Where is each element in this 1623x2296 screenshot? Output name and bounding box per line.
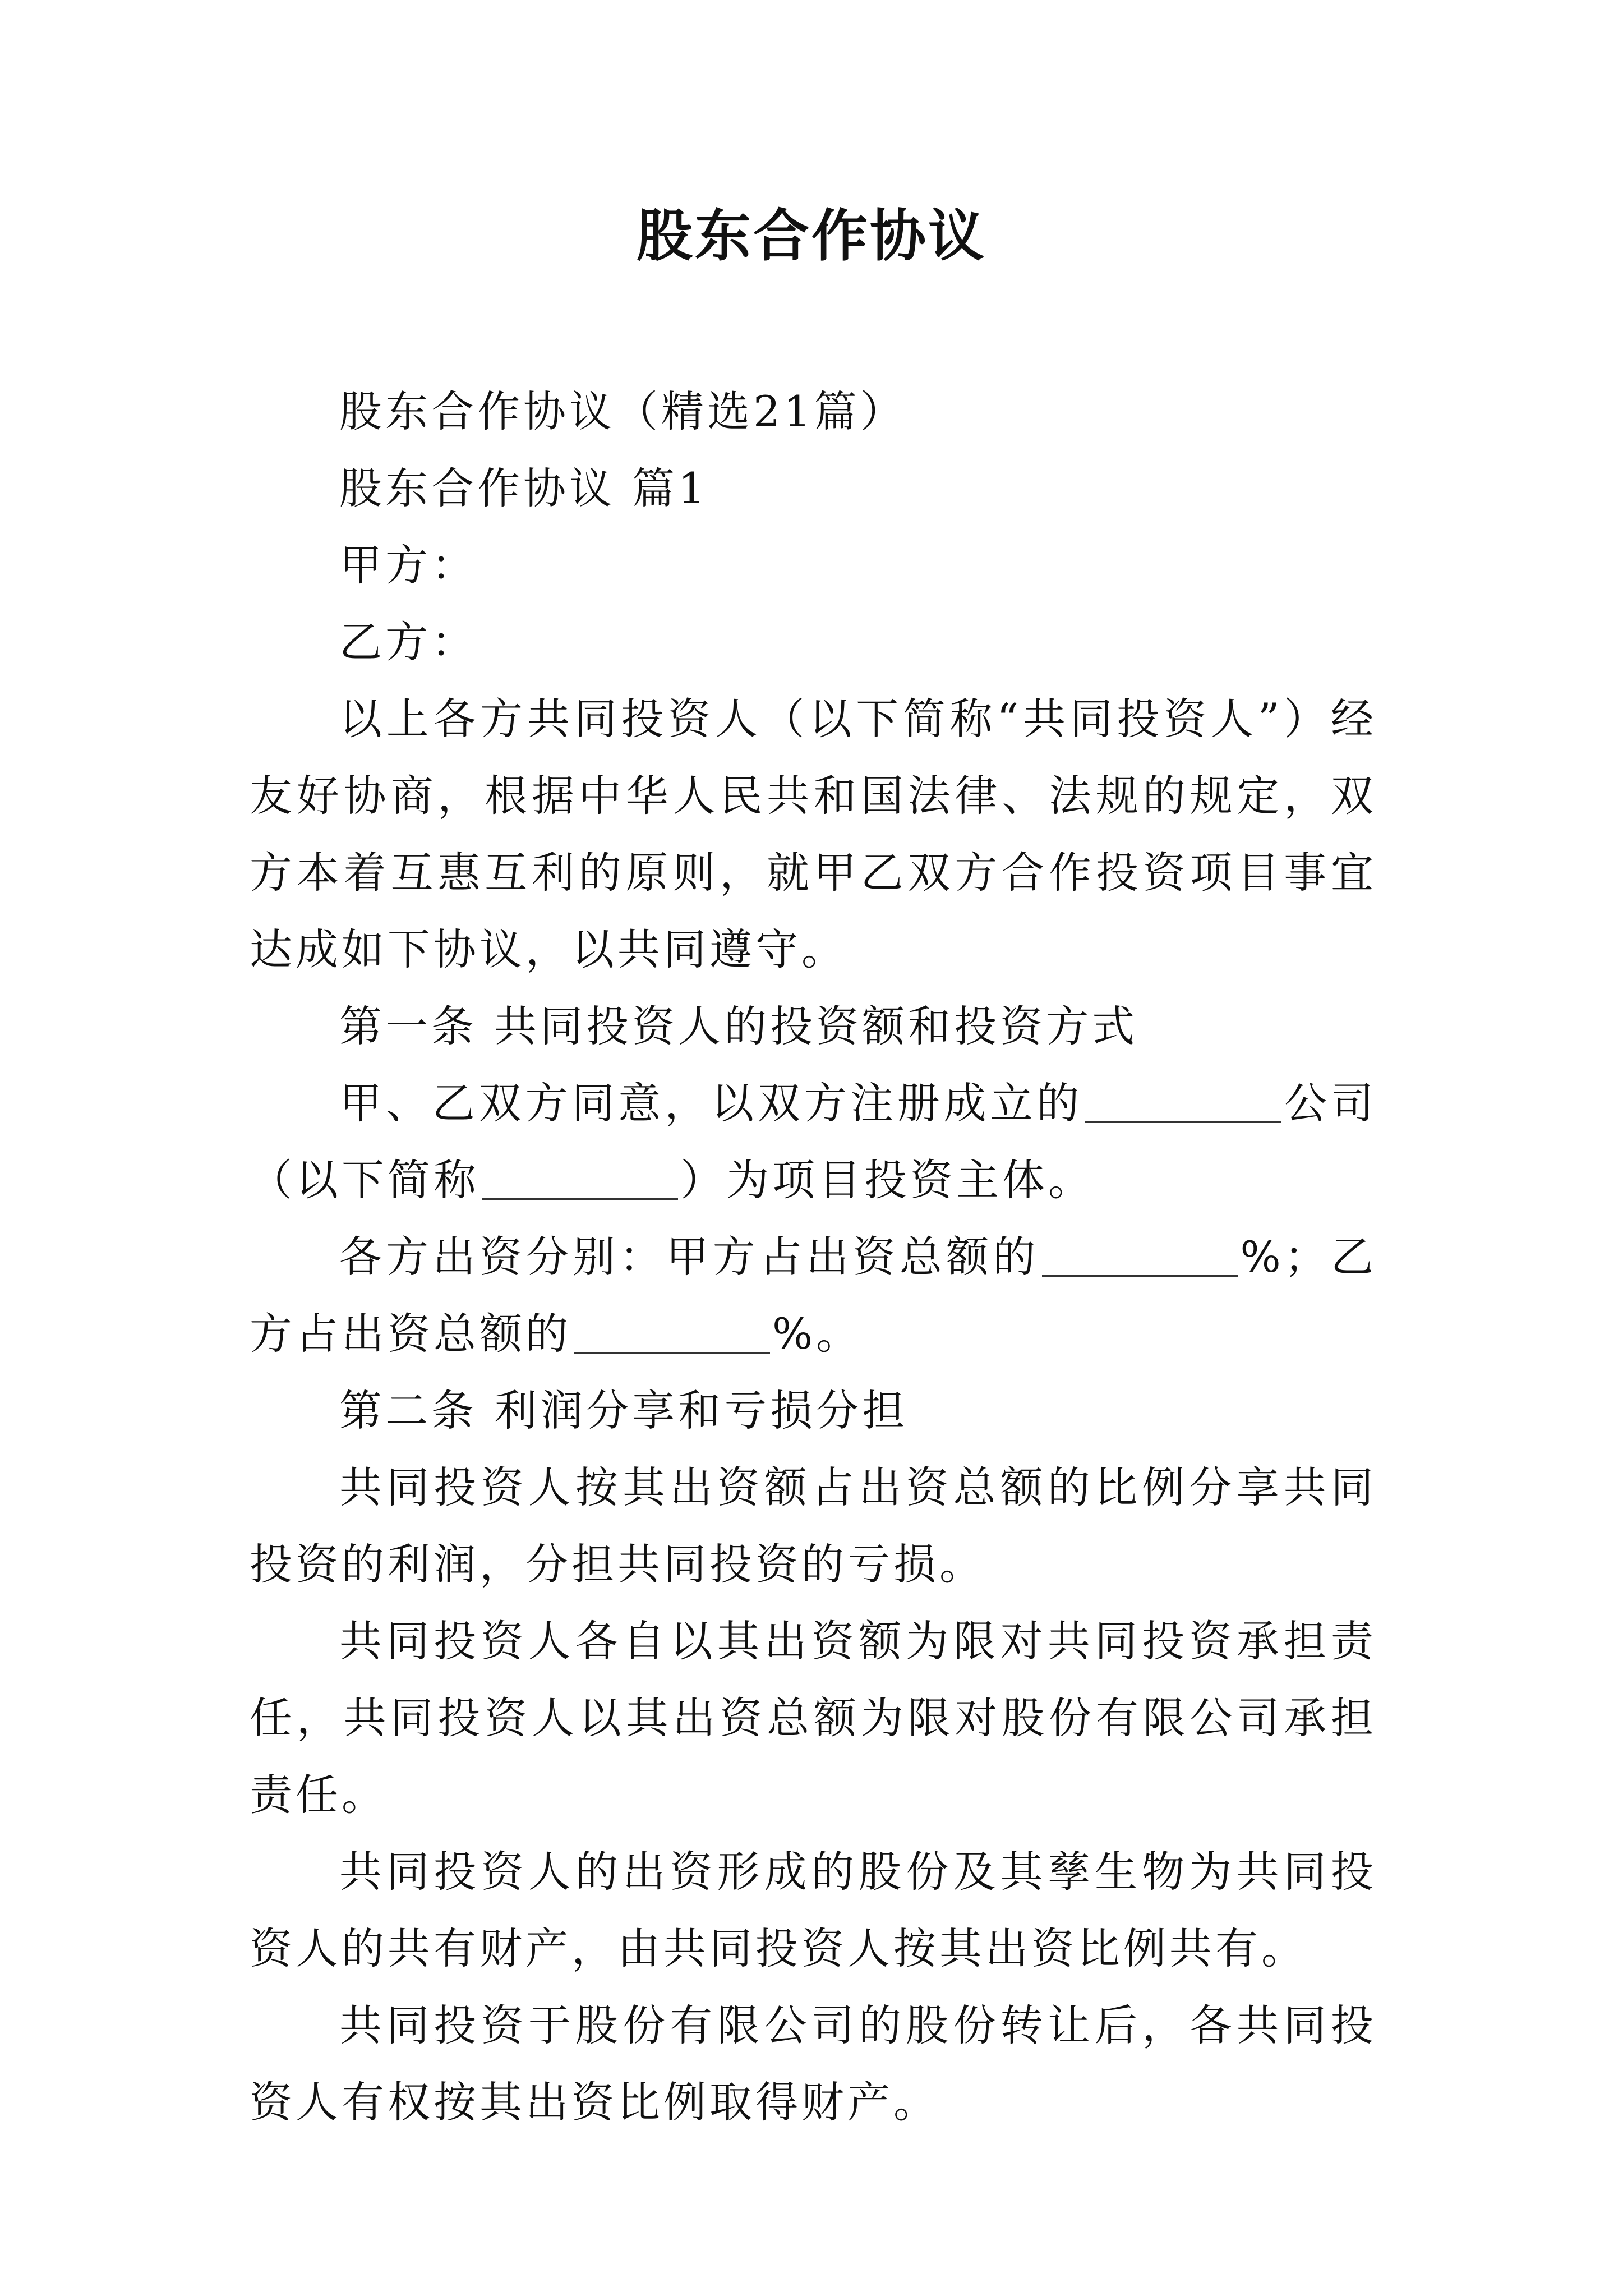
article-1-p1-text-2: 公司（以下简称 — [250, 1078, 1377, 1205]
party-b-share-blank — [574, 1309, 770, 1354]
preamble-paragraph: 以上各方共同投资人（以下简称“共同投资人”）经友好协商，根据中华人民共和国法律、法规的规定，双方本着互惠互利的原则，就甲乙双方合作投资项目事宜达成如下协议，以共同遵守。 — [250, 694, 1377, 974]
article-2-title: 第二条 利润分享和亏损分担 — [339, 1386, 909, 1435]
document-title: 股东合作协议 — [637, 203, 986, 269]
article-1-title: 第一条 共同投资人的投资额和投资方式 — [339, 1001, 1138, 1051]
company-name-blank — [1085, 1079, 1281, 1123]
article-1-p2-text-1: 各方出资分别：甲方占出资总额的 — [339, 1232, 1040, 1282]
party-b-label: 乙方： — [339, 617, 477, 667]
article-1-paragraph-1 — [250, 1065, 1377, 1218]
article-1-p1-text-1: 甲、乙双方同意，以双方注册成立的 — [339, 1078, 1083, 1128]
company-short-name-blank — [482, 1156, 678, 1200]
article-2-paragraph-2: 共同投资人各自以其出资额为限对共同投资承担责任，共同投资人以其出资总额为限对股份有限公司承担责任。 — [250, 1616, 1377, 1820]
party-a-share-blank — [1042, 1232, 1238, 1277]
article-1-p2-text-2: %；乙方占出资总额的 — [250, 1232, 1377, 1359]
document-body — [250, 373, 1377, 2141]
article-1-p2-text-3: %。 — [772, 1309, 863, 1359]
article-2-paragraph-3: 共同投资人的出资形成的股份及其孳生物为共同投资人的共有财产，由共同投资人按其出资比例共有。 — [250, 1847, 1377, 1973]
article-2-paragraph-4: 共同投资于股份有限公司的股份转让后，各共同投资人有权按其出资比例取得财产。 — [250, 2000, 1377, 2127]
article-1-paragraph-2 — [250, 1218, 1377, 1372]
document-subtitle: 股东合作协议（精选21篇） — [339, 386, 906, 436]
section-title: 股东合作协议 篇1 — [339, 463, 709, 513]
article-1-p1-text-3: ）为项目投资主体。 — [680, 1155, 1094, 1205]
article-2-paragraph-1: 共同投资人按其出资额占出资总额的比例分享共同投资的利润，分担共同投资的亏损。 — [250, 1462, 1377, 1589]
party-a-label: 甲方： — [339, 540, 477, 590]
